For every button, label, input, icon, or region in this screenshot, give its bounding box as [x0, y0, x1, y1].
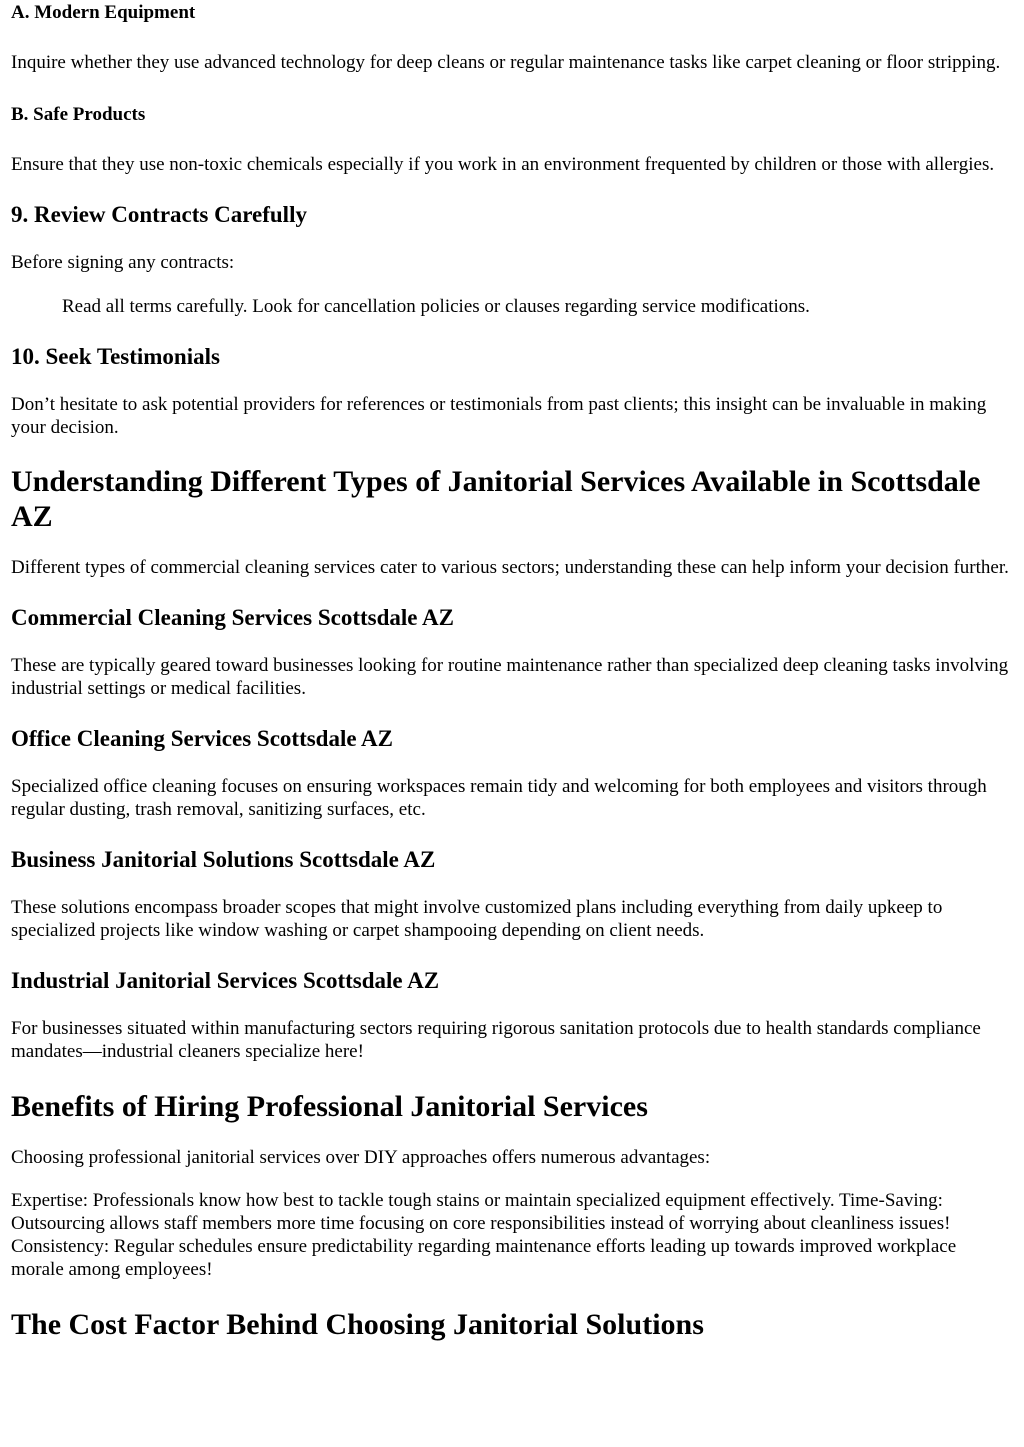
paragraph-seek-testimonials: Don’t hesitate to ask potential providers for references or testimonials from past clients; this insight can be invaluable in making your decision.	[11, 394, 987, 438]
paragraph-commercial-cleaning: These are typically geared toward businesses looking for routine maintenance rather than specialized deep cleaning tasks involving industrial settings or medical facilities.	[11, 655, 1009, 699]
heading-safe-products: B. Safe Products	[11, 104, 146, 125]
heading-industrial-janitorial: Industrial Janitorial Services Scottsdale AZ	[11, 968, 440, 993]
paragraph-office-cleaning: Specialized office cleaning focuses on ensuring workspaces remain tidy and welcoming for both employees and visitors through regular dusting, trash removal, sanitizing surfaces, etc.	[11, 776, 987, 820]
heading-review-contracts: 9. Review Contracts Carefully	[11, 202, 307, 227]
paragraph-safe-products: Ensure that they use non-toxic chemicals especially if you work in an environment frequented by children or those with allergies.	[11, 154, 995, 175]
heading-cost-factor: The Cost Factor Behind Choosing Janitorial Solutions	[11, 1308, 704, 1341]
heading-commercial-cleaning: Commercial Cleaning Services Scottsdale AZ	[11, 605, 454, 630]
heading-office-cleaning: Office Cleaning Services Scottsdale AZ	[11, 726, 394, 751]
heading-types-of-services: Understanding Different Types of Janitorial Services Available in Scottsdale AZ	[11, 465, 981, 533]
heading-modern-equipment: A. Modern Equipment	[11, 2, 196, 23]
list-item-read-terms: Read all terms carefully. Look for cancellation policies or clauses regarding service modifications.	[62, 296, 810, 317]
heading-business-janitorial: Business Janitorial Solutions Scottsdale AZ	[11, 847, 436, 872]
paragraph-review-contracts-intro: Before signing any contracts:	[11, 252, 235, 273]
paragraph-business-janitorial: These solutions encompass broader scopes that might involve customized plans including everything from daily upkeep to specialized projects like window washing or carpet shampooing depending on client needs.	[11, 897, 943, 941]
paragraph-types-intro: Different types of commercial cleaning services cater to various sectors; understanding these can help inform your decision further.	[11, 557, 1009, 578]
heading-seek-testimonials: 10. Seek Testimonials	[11, 344, 220, 369]
paragraph-benefits-intro: Choosing professional janitorial services over DIY approaches offers numerous advantages:	[11, 1147, 711, 1168]
paragraph-industrial-janitorial: For businesses situated within manufacturing sectors requiring rigorous sanitation protocols due to health standards compliance mandates—industrial cleaners specialize here!	[11, 1018, 981, 1062]
heading-benefits: Benefits of Hiring Professional Janitorial Services	[11, 1090, 648, 1123]
article-body	[0, 1, 1024, 1342]
paragraph-modern-equipment: Inquire whether they use advanced technology for deep cleans or regular maintenance tasks like carpet cleaning or floor stripping.	[11, 52, 1001, 73]
paragraph-benefits-list: Expertise: Professionals know how best to tackle tough stains or maintain specialized equipment effectively. Time-Saving: Outsourcing allows staff members more time focusing on core responsibilities instead of worrying about cleanliness issues! Consistency: Regular schedules ensure predictability regarding maintenance efforts leading up towards improved workplace morale among employees!	[11, 1190, 957, 1280]
